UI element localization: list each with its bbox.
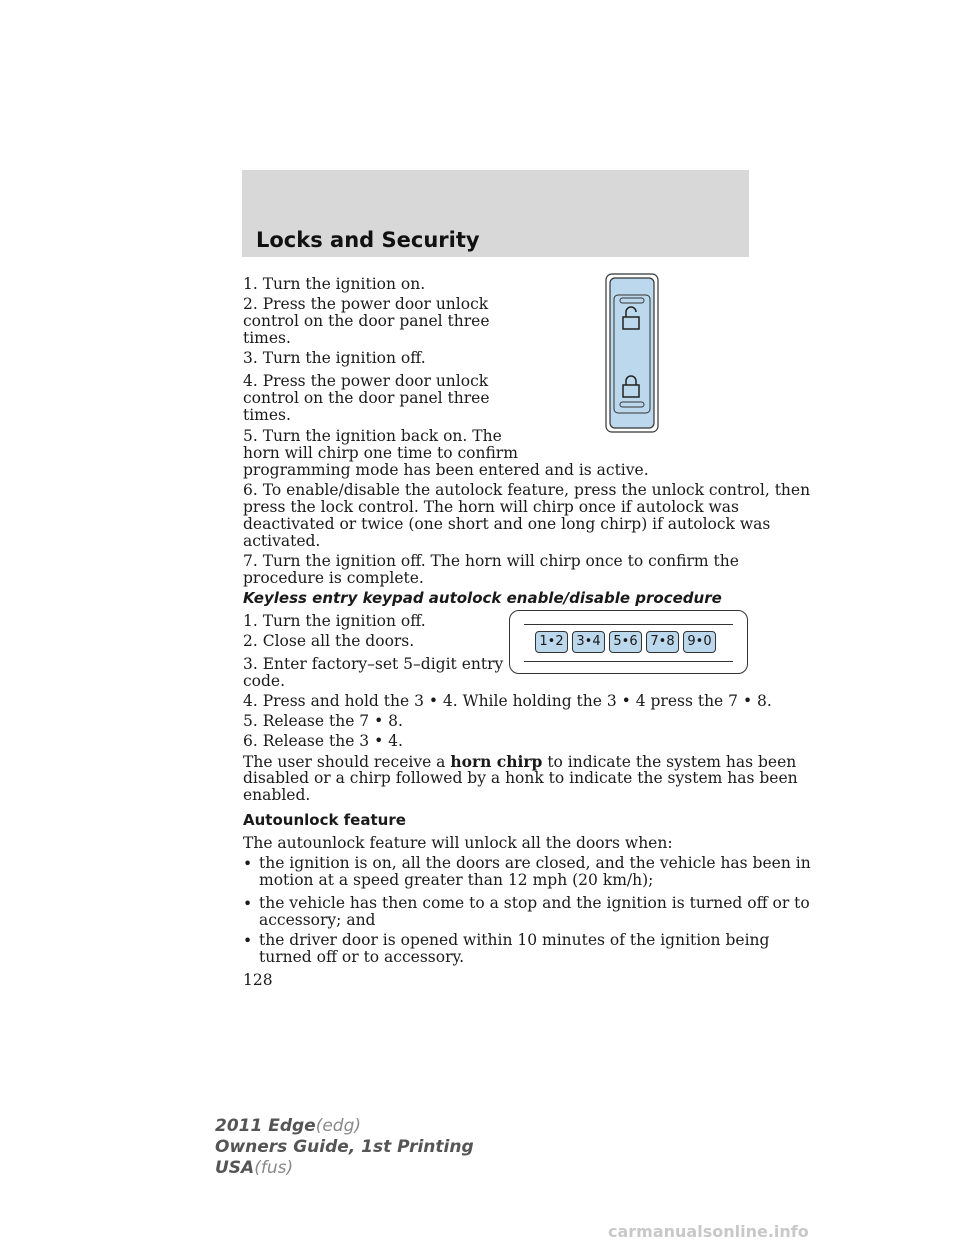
step-line: code. — [243, 672, 286, 690]
step-line: 4. Press and hold the 3 • 4. While holding the 3 • 4 press the 7 • 8. — [243, 692, 772, 710]
bullet-text: the driver door is opened within 10 minutes of the ignition being — [259, 931, 770, 949]
step-line: 3. Enter factory–set 5–digit entry — [243, 655, 504, 673]
step-line: activated. — [243, 532, 321, 550]
bullet-text: accessory; and — [259, 911, 376, 929]
bullet-text: motion at a speed greater than 12 mph (20 km/h); — [259, 871, 654, 889]
horn-chirp-bold: horn chirp — [450, 752, 543, 771]
autounlock-intro: The autounlock feature will unlock all the doors when: — [243, 834, 673, 852]
door-lock-switch-illustration — [605, 273, 659, 433]
keypad-button-3-4: 3•4 — [572, 631, 605, 653]
keypad-illustration — [509, 610, 748, 674]
step-line: procedure is complete. — [243, 569, 424, 587]
step-line: programming mode has been entered and is active. — [243, 461, 649, 479]
step-line: times. — [243, 329, 291, 347]
user-text-line: enabled. — [243, 786, 311, 804]
step-line: control on the door panel three — [243, 389, 490, 407]
bullet-text: the ignition is on, all the doors are closed, and the vehicle has been in — [259, 854, 811, 872]
keypad-section-heading: Keyless entry keypad autolock enable/disable procedure — [243, 589, 722, 607]
step-line: horn will chirp one time to confirm — [243, 444, 518, 462]
bullet-text: turned off or to accessory. — [259, 948, 465, 966]
footer-line-2: Owners Guide, 1st Printing — [215, 1137, 474, 1157]
step-line: 3. Turn the ignition off. — [243, 349, 426, 367]
step-line: 7. Turn the ignition off. The horn will chirp once to confirm the — [243, 552, 739, 570]
keypad-button-1-2: 1•2 — [535, 631, 568, 653]
keypad-button-5-6: 5•6 — [609, 631, 642, 653]
bullet-text: the vehicle has then come to a stop and the ignition is turned off or to — [259, 894, 810, 912]
user-text-line: disabled or a chirp followed by a honk to indicate the system has been — [243, 769, 798, 787]
step-line: 5. Release the 7 • 8. — [243, 712, 403, 730]
keypad-button-row — [535, 631, 716, 653]
step-line: control on the door panel three — [243, 312, 490, 330]
footer-line-1: 2011 Edge(edg) — [215, 1116, 362, 1136]
step-line: press the lock control. The horn will chirp once if autolock was — [243, 498, 739, 516]
bullet-glyph: • — [243, 855, 253, 873]
autounlock-heading: Autounlock feature — [243, 811, 406, 829]
watermark: carmanualsonline.info — [608, 1222, 809, 1241]
step-line: 2. Press the power door unlock — [243, 295, 489, 313]
step-line: 4. Press the power door unlock — [243, 372, 489, 390]
step-line: 6. To enable/disable the autolock feature, press the unlock control, then — [243, 481, 811, 499]
step-line: 2. Close all the doors. — [243, 632, 415, 650]
step-line: 1. Turn the ignition on. — [243, 275, 426, 293]
bullet-glyph: • — [243, 932, 253, 950]
step-line: deactivated or twice (one short and one long chirp) if autolock was — [243, 515, 771, 533]
user-text-line: The user should receive a horn chirp to indicate the system has been — [243, 752, 797, 771]
bullet-glyph: • — [243, 895, 253, 913]
keypad-button-7-8: 7•8 — [646, 631, 679, 653]
step-line: 5. Turn the ignition back on. The — [243, 427, 502, 445]
footer-line-3: USA(fus) — [215, 1158, 294, 1178]
section-title: Locks and Security — [256, 228, 480, 252]
keypad-rule-bottom — [524, 661, 733, 662]
keypad-rule-top — [524, 624, 733, 625]
keypad-button-9-0: 9•0 — [683, 631, 716, 653]
step-line: 6. Release the 3 • 4. — [243, 732, 403, 750]
step-line: 1. Turn the ignition off. — [243, 612, 426, 630]
page-number: 128 — [243, 971, 273, 989]
step-line: times. — [243, 406, 291, 424]
